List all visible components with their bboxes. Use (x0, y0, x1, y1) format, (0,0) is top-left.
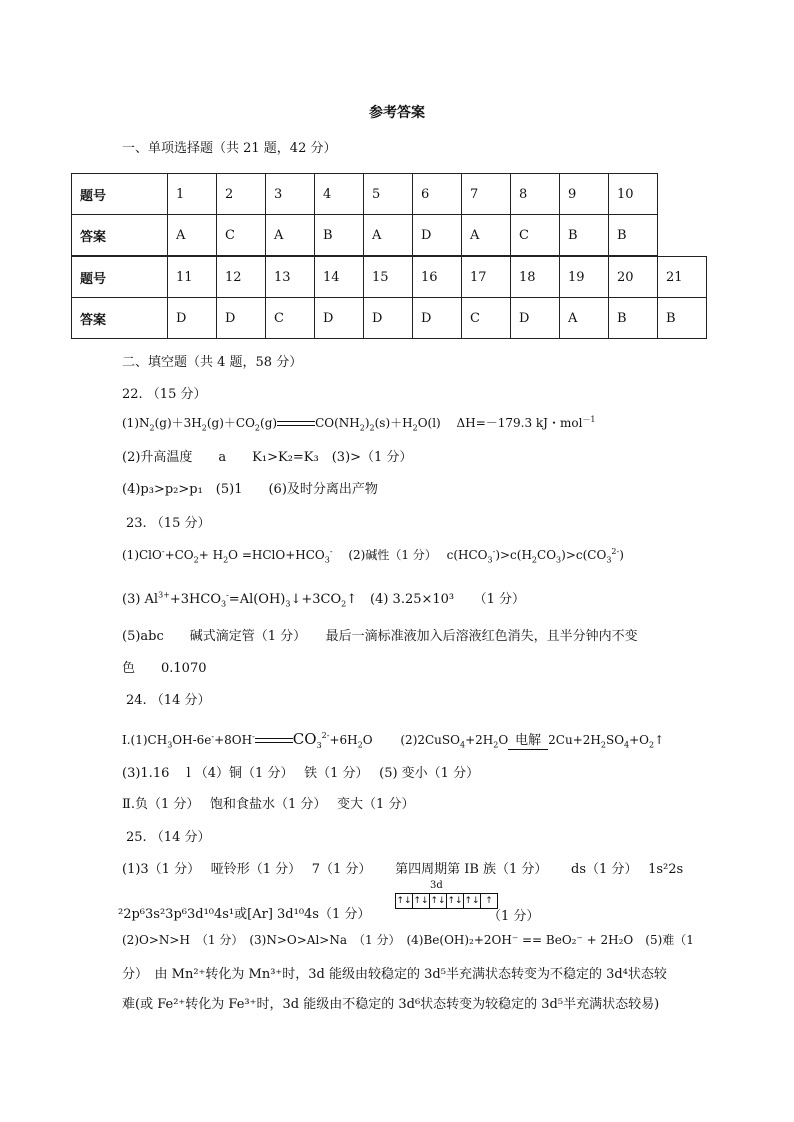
question-cell: 7 (462, 174, 511, 215)
question-cell: 11 (168, 257, 217, 298)
question-cell: 3 (266, 174, 315, 215)
section-2-heading: 二、填空题（共 4 题，58 分） (122, 355, 303, 370)
answer-label: 答案 (72, 298, 168, 339)
page-title: 参考答案 (369, 105, 425, 121)
question-cell: 10 (609, 174, 658, 215)
orbital-box: ↑↓ (447, 896, 463, 906)
orbital-label: 3d (430, 880, 443, 891)
answer-cell: D (413, 298, 462, 339)
answer-cell: D (364, 298, 413, 339)
answer-cell: A (560, 298, 609, 339)
q23-line-3: (5)abc 碱式滴定管（1 分） 最后一滴标准液加入后溶液红色消失，且半分钟内不变 (122, 629, 638, 644)
section-1-heading: 一、单项选择题（共 21 题，42 分） (122, 141, 337, 156)
q23-line-2b: (4) 3.25×10³ （1 分） (370, 592, 526, 607)
orbital-box: ↑↓ (413, 896, 429, 906)
answer-cell: D (413, 215, 462, 256)
answer-cell: C (462, 298, 511, 339)
question-cell: 19 (560, 257, 609, 298)
answer-cell: A (364, 215, 413, 256)
question-cell: 16 (413, 257, 462, 298)
answer-table-1 (71, 173, 658, 256)
question-cell: 18 (511, 257, 560, 298)
question-cell: 14 (315, 257, 364, 298)
orbital-score: （1 分） (488, 909, 540, 924)
q25-line-1: (1)3（1 分） 哑铃形（1 分） 7（1 分） 第四周期第 IB 族（1 分） ds（1 分） 1s²2s (122, 862, 684, 877)
answer-cell: B (609, 215, 658, 256)
answer-cell: C (217, 215, 266, 256)
question-cell: 9 (560, 174, 609, 215)
orbital-diagram (395, 893, 498, 909)
question-cell: 13 (266, 257, 315, 298)
q25-line-4: 分） 由 Mn²⁺转化为 Mn³⁺时，3d 能级由较稳定的 3d⁵半充满状态转变为不稳定的 3d⁴状态较 (122, 967, 667, 982)
table-row (72, 257, 707, 298)
q23-line-4: 色 0.1070 (122, 661, 207, 676)
answer-cell: D (511, 298, 560, 339)
question-cell: 20 (609, 257, 658, 298)
question-cell: 8 (511, 174, 560, 215)
question-label: 题号 (72, 257, 168, 298)
q24-line-1: $Ⅰ.(1)CH_3OH-6e^-+8OH^-$ $CO_3^{2-}+6H_2O$ $(2)2CuSO_4+2H_2O$ 电解 $2Cu+2H_2SO_4+O_2↑$ (122, 730, 665, 750)
answer-cell: B (315, 215, 364, 256)
table-row (72, 174, 658, 215)
answer-cell: B (560, 215, 609, 256)
q24-heading: 24. （14 分） (126, 693, 211, 708)
q22-heading: 22. （15 分） (122, 387, 207, 402)
orbital-box: ↑↓ (396, 896, 412, 906)
q22-line-1: $(1)N_2(g)+3H_2(g)+CO_2(g)$ $CO(NH_2)_2(s)+H_2O(l)$ ΔH=－179.3 kJ・mol$^{-1}$ (122, 415, 596, 433)
q23-heading: 23. （15 分） (126, 516, 211, 531)
answer-cell: A (168, 215, 217, 256)
q25-heading: 25. （14 分） (126, 830, 211, 845)
answer-cell: D (217, 298, 266, 339)
answer-cell: B (609, 298, 658, 339)
answer-table-2 (71, 256, 707, 339)
q24-line-2: (3)1.16 l （4）铜（1 分） 铁（1 分） (5) 变小（1 分） (122, 766, 480, 781)
orbital-box: ↑↓ (464, 896, 480, 906)
q25-line-3: (2)O>N>H （1 分） (3)N>O>Al>Na （1 分） (4)Be(OH)₂+2OH⁻ == BeO₂⁻ + 2H₂O (5)难（1 (122, 933, 694, 947)
question-cell: 1 (168, 174, 217, 215)
table-row (72, 298, 707, 339)
answer-cell: C (266, 298, 315, 339)
question-cell: 21 (658, 257, 707, 298)
answer-cell: A (266, 215, 315, 256)
table-row (72, 215, 658, 256)
q25-line-5: 难(或 Fe²⁺转化为 Fe³⁺时，3d 能级由不稳定的 3d⁶状态转变为较稳定的 3d⁵半充满状态较易) (122, 997, 660, 1012)
question-cell: 2 (217, 174, 266, 215)
question-label: 题号 (72, 174, 168, 215)
orbital-box: ↑ (485, 896, 493, 906)
q23-line-2: (3) $Al^{3+}+3HCO_3^-=Al(OH)_3↓+3CO_2↑$ (122, 590, 371, 609)
q25-line-2: ²2p⁶3s²3p⁶3d¹⁰4s¹或[Ar] 3d¹⁰4s（1 分） (118, 907, 371, 922)
question-cell: 17 (462, 257, 511, 298)
answer-cell: C (511, 215, 560, 256)
q23-line-1: $(1)ClO^-+CO_2+ H_2O$ $=HClO+HCO_3^-$ (2)碱性（1 分） $c(HCO_3^-)>c(H_2CO_3)>c(CO_3^{2-})$ (122, 547, 624, 565)
answer-cell: D (168, 298, 217, 339)
orbital-box: ↑↓ (430, 896, 446, 906)
question-cell: 4 (315, 174, 364, 215)
q24-line-3: Ⅱ.负（1 分） 饱和食盐水（1 分） 变大（1 分） (122, 797, 415, 812)
answer-cell: A (462, 215, 511, 256)
question-cell: 5 (364, 174, 413, 215)
question-cell: 12 (217, 257, 266, 298)
question-cell: 6 (413, 174, 462, 215)
q22-line-3: (4)p₃>p₂>p₁ (5)1 (6)及时分离出产物 (122, 482, 378, 497)
q22-line-2: (2)升高温度 a K₁>K₂=K₃ (3)>（1 分） (122, 450, 413, 465)
answer-cell: D (315, 298, 364, 339)
question-cell: 15 (364, 257, 413, 298)
answer-cell: B (658, 298, 707, 339)
answer-label: 答案 (72, 215, 168, 256)
